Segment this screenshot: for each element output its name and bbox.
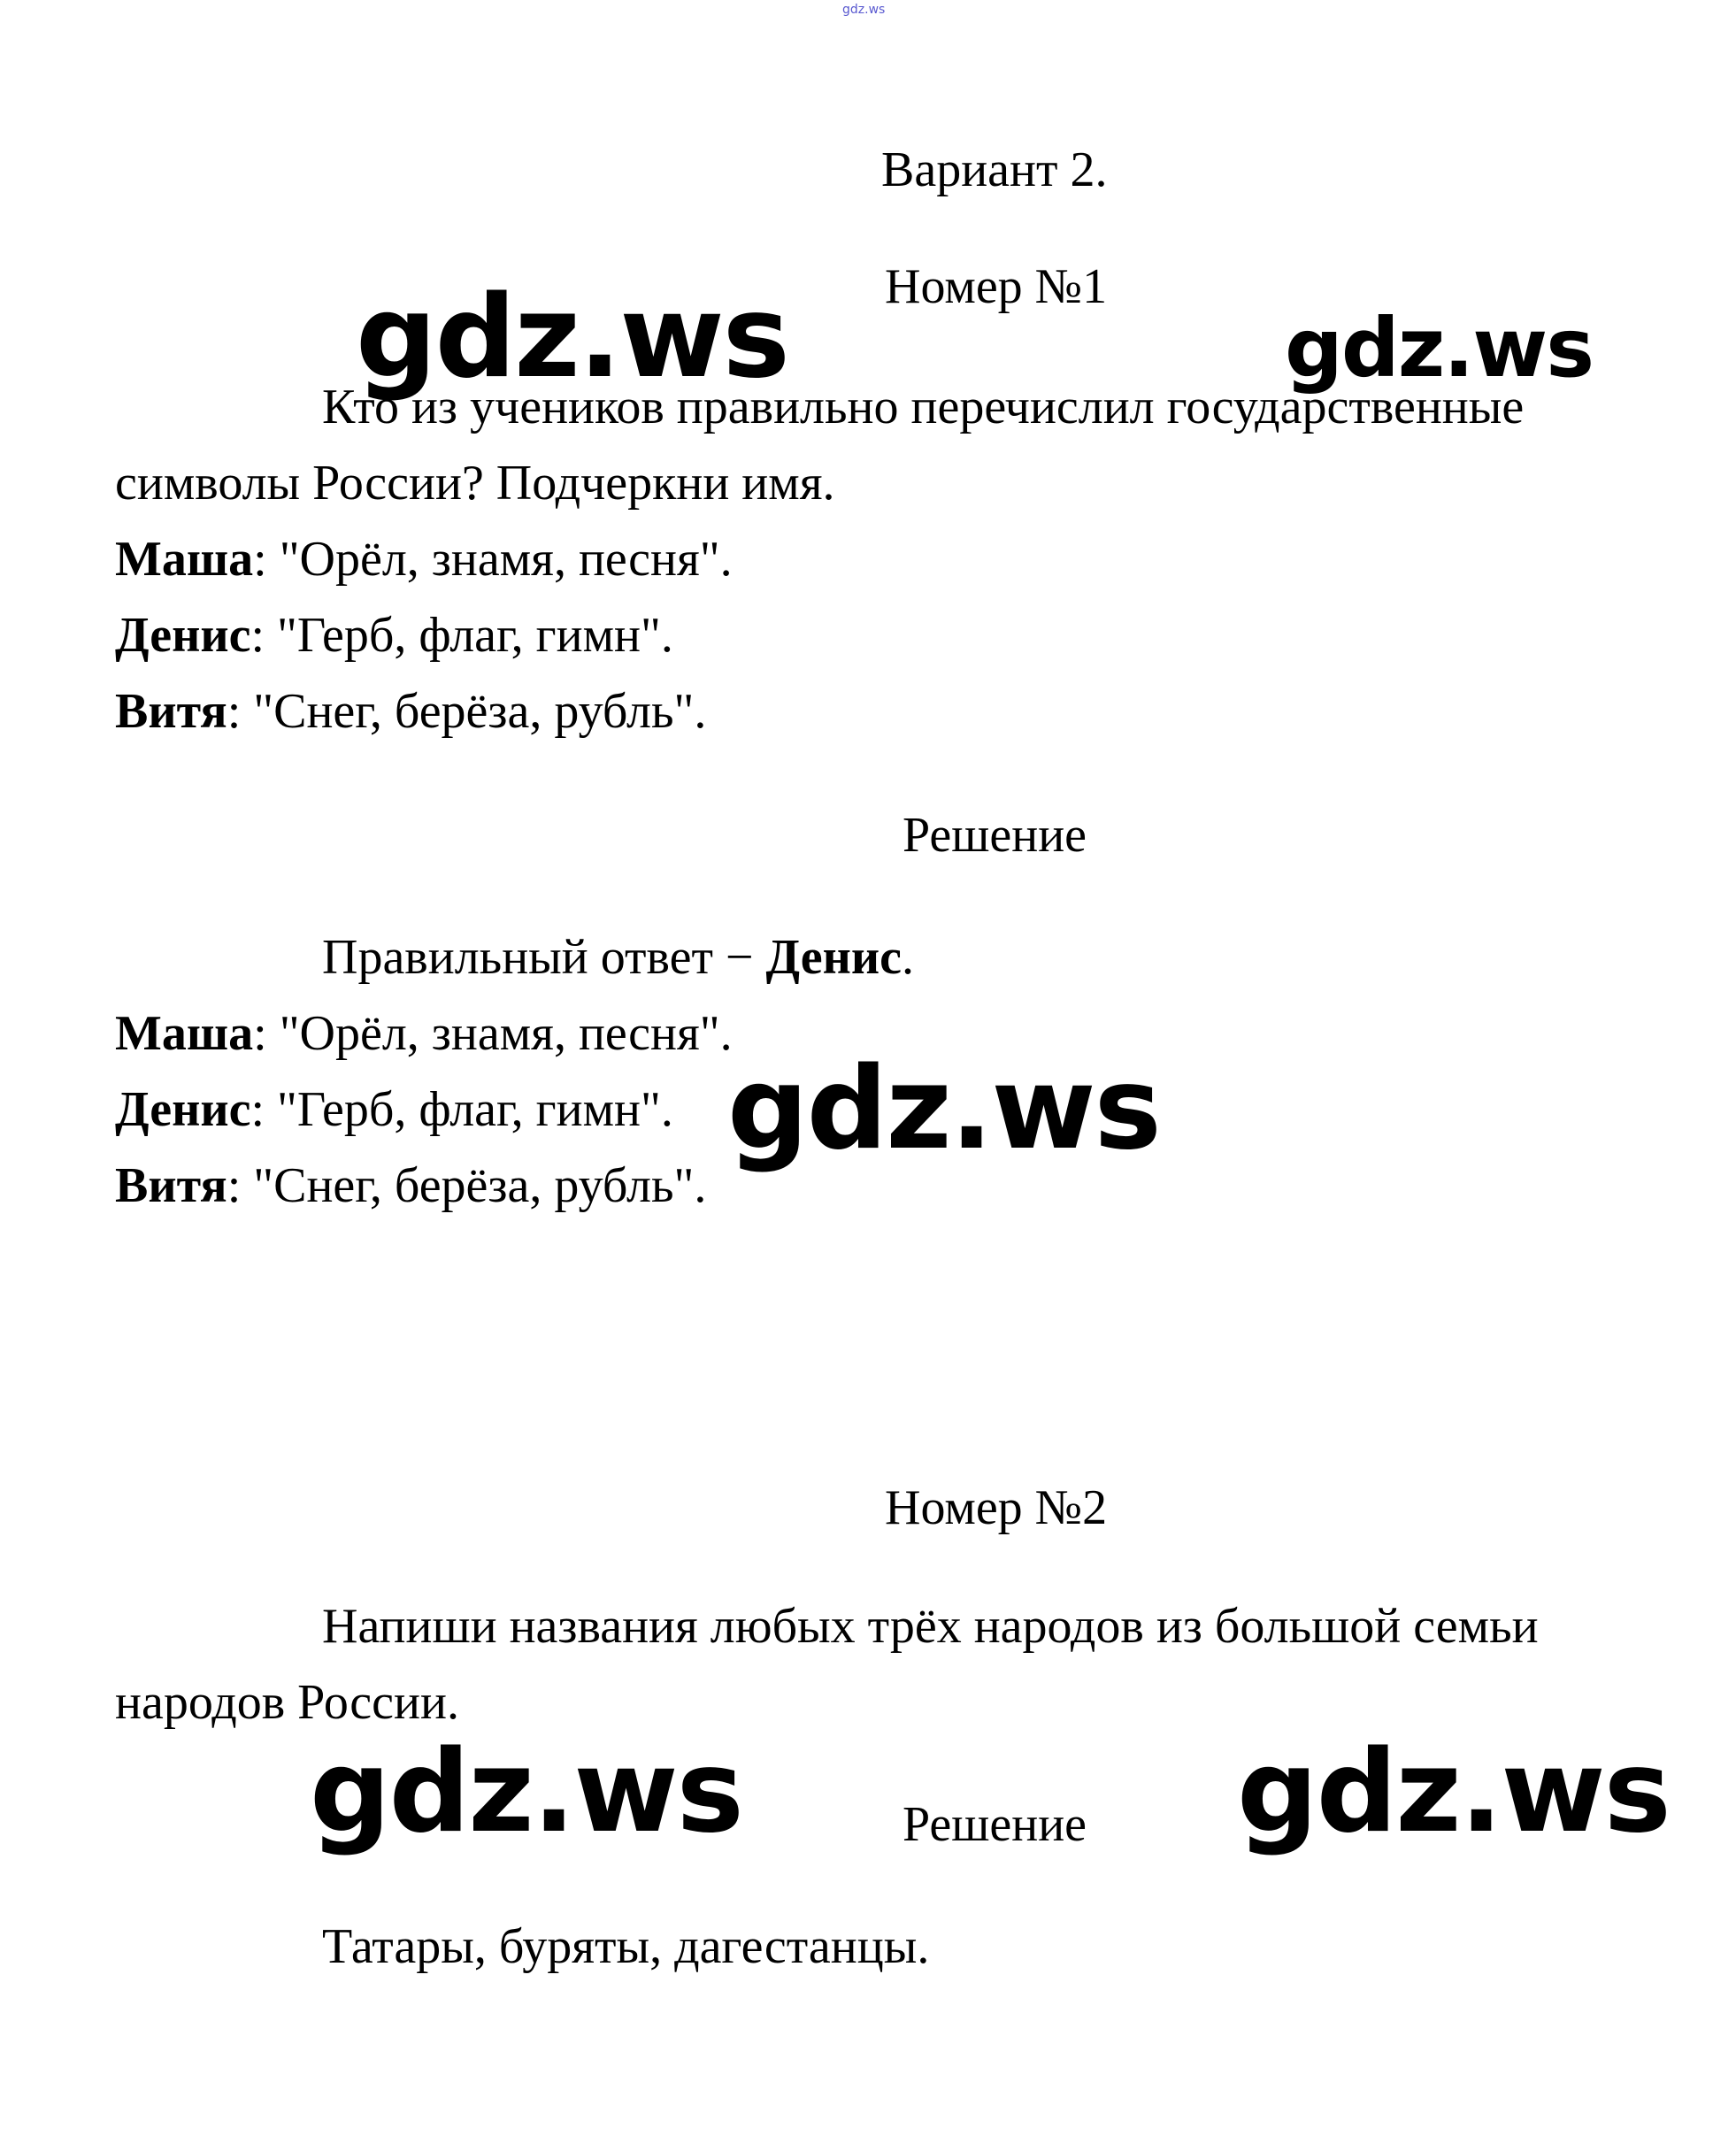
header-watermark: gdz.ws: [842, 3, 886, 17]
task1-answer-vitya: [115, 684, 707, 739]
student-answer: : "Герб, флаг, гимн".: [250, 608, 673, 663]
task2-solution-heading: Решение: [903, 1797, 1087, 1852]
task1-question-line1: Кто из учеников правильно перечислил государственные: [322, 380, 1525, 434]
student-name: Маша: [115, 532, 254, 587]
watermark-logo: gdz.ws: [727, 1043, 1160, 1175]
solution-answer-vitya: [115, 1158, 707, 1213]
task1-correct-answer: [322, 930, 914, 985]
correct-prefix: Правильный ответ −: [322, 930, 766, 985]
watermark-logo: gdz.ws: [1237, 1726, 1670, 1858]
student-name: Маша: [115, 1006, 254, 1061]
correct-suffix: .: [901, 930, 914, 985]
task1-answer-masha: [115, 532, 733, 587]
task2-answer: Татары, буряты, дагестанцы.: [322, 1919, 930, 1974]
student-name: Денис: [115, 1082, 251, 1137]
student-answer: : "Снег, берёза, рубль".: [227, 1158, 707, 1213]
task2-question-line1: Напиши названия любых трёх народов из большой семьи: [322, 1599, 1539, 1654]
student-name: Витя: [115, 1158, 227, 1213]
variant-title: Вариант 2.: [881, 142, 1108, 197]
task2-question-line2: народов России.: [115, 1675, 459, 1730]
student-answer: : "Герб, флаг, гимн".: [250, 1082, 673, 1137]
watermark-logo: gdz.ws: [310, 1726, 742, 1858]
correct-name: Денис: [765, 930, 902, 985]
student-answer: : "Снег, берёза, рубль".: [227, 684, 707, 739]
solution-answer-denis: [115, 1082, 673, 1137]
task1-solution-heading: Решение: [903, 808, 1087, 863]
task1-answer-denis: [115, 608, 673, 663]
watermark-logo: gdz.ws: [1285, 301, 1593, 396]
solution-answer-masha: [115, 1006, 733, 1061]
task2-number: Номер №2: [885, 1480, 1108, 1535]
student-answer: : "Орёл, знамя, песня".: [253, 532, 733, 587]
task1-question-line2: символы России? Подчеркни имя.: [115, 456, 835, 511]
task1-number: Номер №1: [885, 259, 1108, 314]
watermark-logo: gdz.ws: [356, 272, 788, 403]
student-answer: : "Орёл, знамя, песня".: [253, 1006, 733, 1061]
student-name: Денис: [115, 608, 251, 663]
student-name: Витя: [115, 684, 227, 739]
